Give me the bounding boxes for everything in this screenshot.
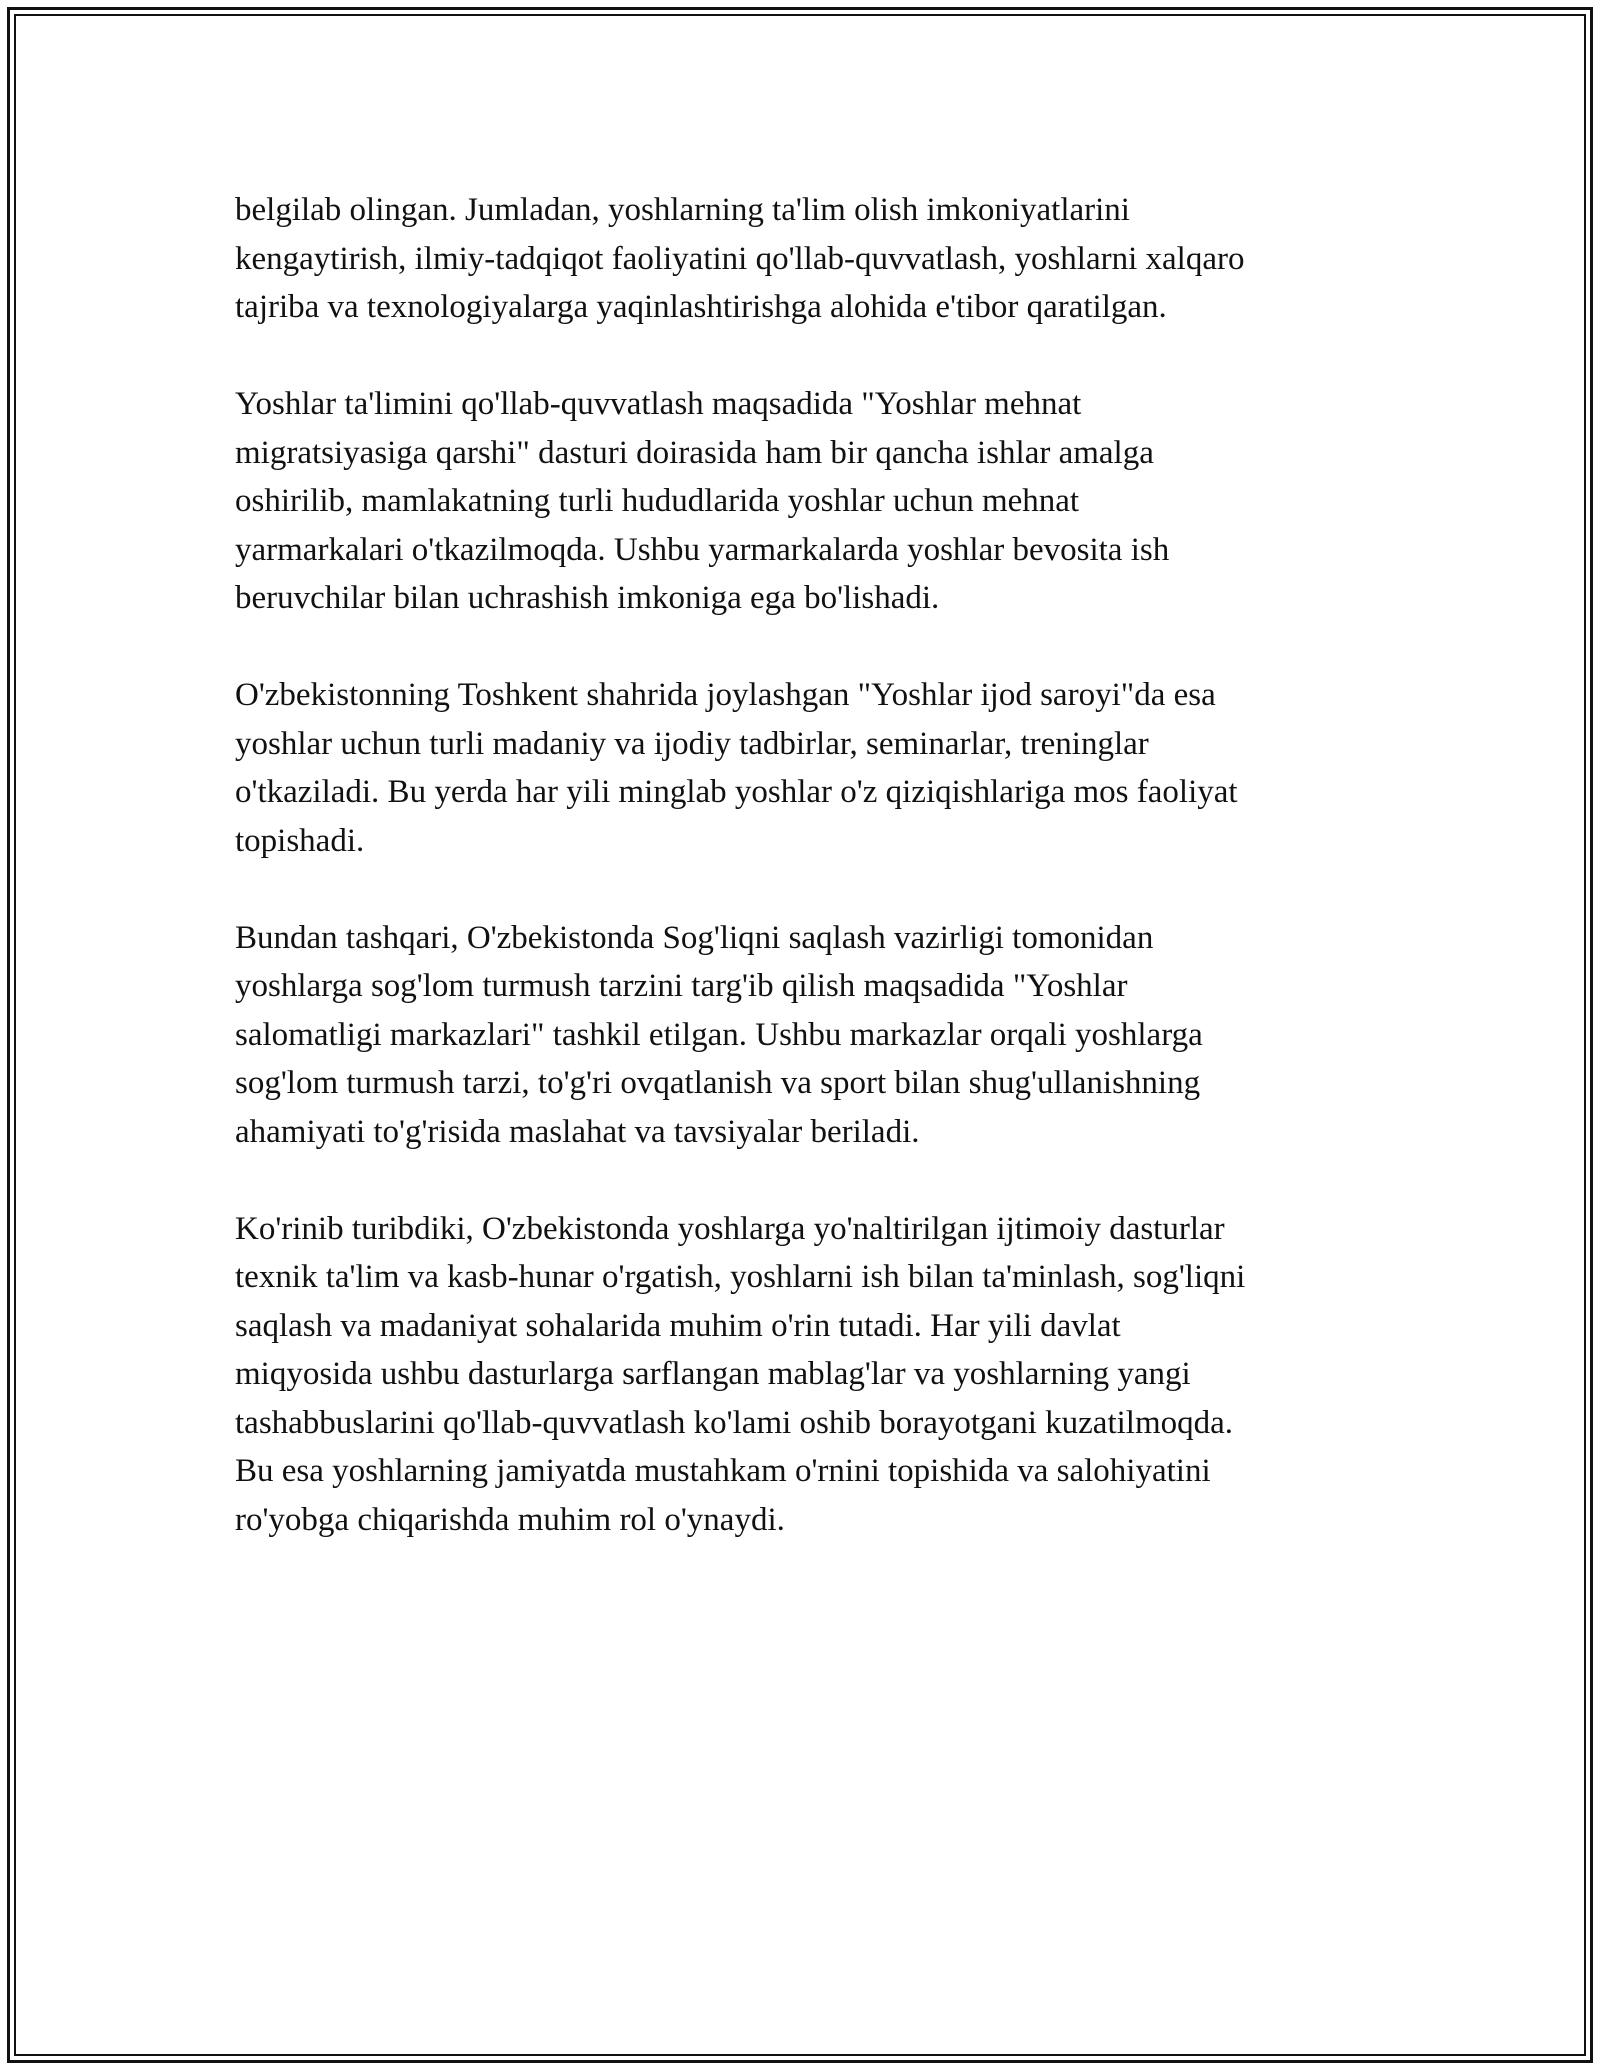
text-line: beruvchilar bilan uchrashish imkoniga ega bo'lishadi. xyxy=(235,580,940,616)
text-line: saqlash va madaniyat sohalarida muhim o'rin tutadi. Har yili davlat xyxy=(235,1307,1121,1344)
text-line: ahamiyati to'g'risida maslahat va tavsiyalar beriladi. xyxy=(235,1113,920,1150)
text-line: yoshlarga sog'lom turmush tarzini targ'ib qilish maqsadida "Yoshlar xyxy=(235,968,1128,1004)
paragraph xyxy=(235,1205,1385,1545)
text-line: Ko'rinib turibdiki, O'zbekistonda yoshlarga yo'naltirilgan ijtimoiy dasturlar xyxy=(235,1210,1225,1247)
paragraph xyxy=(235,671,1385,865)
text-line: Bundan tashqari, O'zbekistonda Sog'liqni saqlash vazirligi tomonidan xyxy=(235,919,1154,956)
text-line: miqyosida ushbu dasturlarga sarflangan mablag'lar va yoshlarning yangi xyxy=(235,1356,1191,1392)
text-line: texnik ta'lim va kasb-hunar o'rgatish, yoshlarni ish bilan ta'minlash, sog'liqni xyxy=(235,1259,1246,1295)
text-line: o'tkaziladi. Bu yerda har yili minglab yoshlar o'z qiziqishlariga mos faoliyat xyxy=(235,774,1238,810)
text-line: sog'lom turmush tarzi, to'g'ri ovqatlanish va sport bilan shug'ullanishning xyxy=(235,1065,1201,1101)
text-line: belgilab olingan. Jumladan, yoshlarning ta'lim olish imkoniyatlarini xyxy=(235,192,1130,228)
text-line: migratsiyasiga qarshi" dasturi doirasida ham bir qancha ishlar amalga xyxy=(235,434,1154,471)
paragraph xyxy=(235,914,1385,1157)
paragraph xyxy=(235,380,1385,623)
text-line: Bu esa yoshlarning jamiyatda mustahkam o'rnini topishida va salohiyatini xyxy=(235,1453,1211,1489)
text-line: O'zbekistonning Toshkent shahrida joylashgan "Yoshlar ijod saroyi"da esa xyxy=(235,677,1216,713)
text-line: tajriba va texnologiyalarga yaqinlashtirishga alohida e'tibor qaratilgan. xyxy=(235,289,1167,325)
text-line: kengaytirish, ilmiy-tadqiqot faoliyatini qo'llab-quvvatlash, yoshlarni xalqaro xyxy=(235,240,1245,277)
text-line: yarmarkalari o'tkazilmoqda. Ushbu yarmarkalarda yoshlar bevosita ish xyxy=(235,531,1170,568)
text-line: topishadi. xyxy=(235,822,365,859)
text-line: tashabbuslarini qo'llab-quvvatlash ko'lami oshib borayotgani kuzatilmoqda. xyxy=(235,1404,1234,1441)
text-line: oshirilib, mamlakatning turli hududlarida yoshlar uchun mehnat xyxy=(235,483,1080,519)
document-body xyxy=(235,186,1385,1593)
text-line: ro'yobga chiqarishda muhim rol o'ynaydi. xyxy=(235,1501,785,1538)
text-line: yoshlar uchun turli madaniy va ijodiy tadbirlar, seminarlar, treninglar xyxy=(235,725,1149,762)
paragraph xyxy=(235,186,1385,332)
text-line: Yoshlar ta'limini qo'llab-quvvatlash maqsadida "Yoshlar mehnat xyxy=(235,386,1082,422)
text-line: salomatligi markazlari" tashkil etilgan. Ushbu markazlar orqali yoshlarga xyxy=(235,1016,1203,1053)
